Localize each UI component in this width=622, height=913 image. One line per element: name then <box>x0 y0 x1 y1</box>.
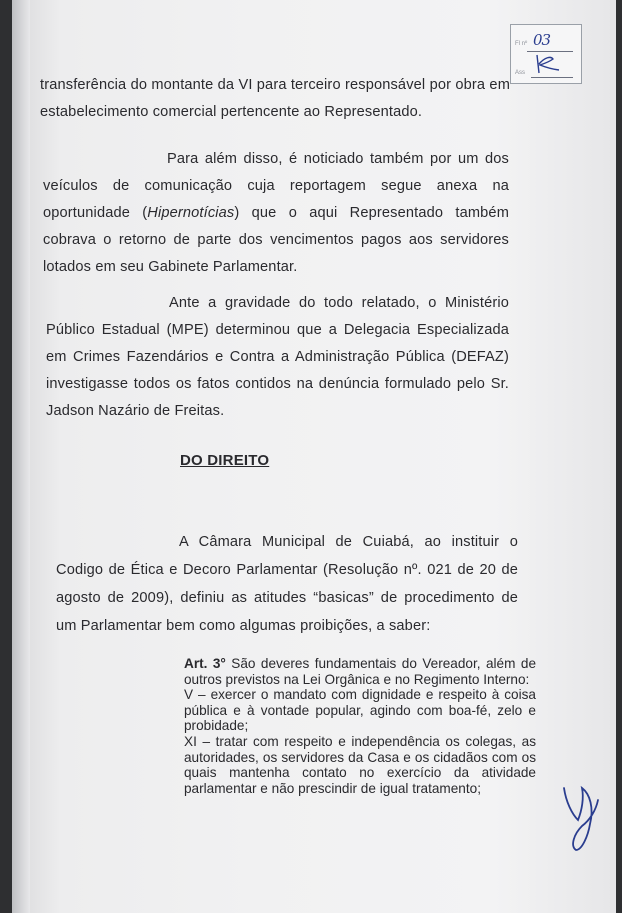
paragraph-transfer: transferência do montante da VI para terceiro responsável por obra em estabelecimento comercial pertencente ao Representado. <box>40 77 510 120</box>
folio-stamp <box>510 24 582 84</box>
paragraph-news-text-1: Para além disso, é noticiado também por um dos veículos de comunicação cuja reportagem segue anexa na oportunidade ( <box>43 151 509 221</box>
paragraph-code-of-ethics: A Câmara Municipal de Cuiabá, ao instituir o Codigo de Ética e Decoro Parlamentar (Resolução nº. 021 de 20 de agosto de 2009), definiu as atitudes “basicas” de procedimento de um Parlamentar bem como algumas proibições, a saber: <box>56 534 518 634</box>
folio-label: Fl nº <box>515 41 528 47</box>
paragraph-news-source: Hipernotícias <box>147 205 235 221</box>
rubric-icon <box>533 53 563 75</box>
article-item-v: V – exercer o mandato com dignidade e respeito à coisa pública e à vontade popular, agindo com boa-fé, zelo e probidade; <box>184 687 536 734</box>
folio-number: 03 <box>533 31 551 49</box>
article-item-xi: XI – tratar com respeito e independência os colegas, as autoridades, os servidores da Casa e os cidadãos com os quais mantenha contato no exercício da atividade parlamentar e não prescindir de igual tratamento; <box>184 733 536 796</box>
page-edge-shadow <box>12 0 30 913</box>
document-page <box>12 0 616 913</box>
folio-line <box>527 51 573 52</box>
signature-label: Ass <box>515 70 526 76</box>
quoted-article <box>184 656 536 796</box>
paragraph-news-text-2: ) que o aqui Representado também cobrava o retorno de parte dos vencimentos pagos aos servidores lotados em seu Gabinete Parlamentar. <box>43 205 509 275</box>
handwritten-signature-icon <box>560 780 606 856</box>
article-label: Art. 3° <box>184 656 226 671</box>
article-text: São deveres fundamentais do Vereador, além de outros previstos na Lei Orgânica e no Regimento Interno: <box>184 656 536 687</box>
article-3-caput <box>184 656 536 687</box>
section-heading: DO DIREITO <box>180 452 270 469</box>
signature-line <box>531 77 573 78</box>
paragraph-news <box>43 146 509 281</box>
paragraph-investigation: Ante a gravidade do todo relatado, o Ministério Público Estadual (MPE) determinou que a Delegacia Especializada em Crimes Fazendários e Contra a Administração Pública (DEFAZ) investigasse todos os fatos contidos na denúncia formulado pelo Sr. Jadson Nazário de Freitas. <box>46 295 509 419</box>
